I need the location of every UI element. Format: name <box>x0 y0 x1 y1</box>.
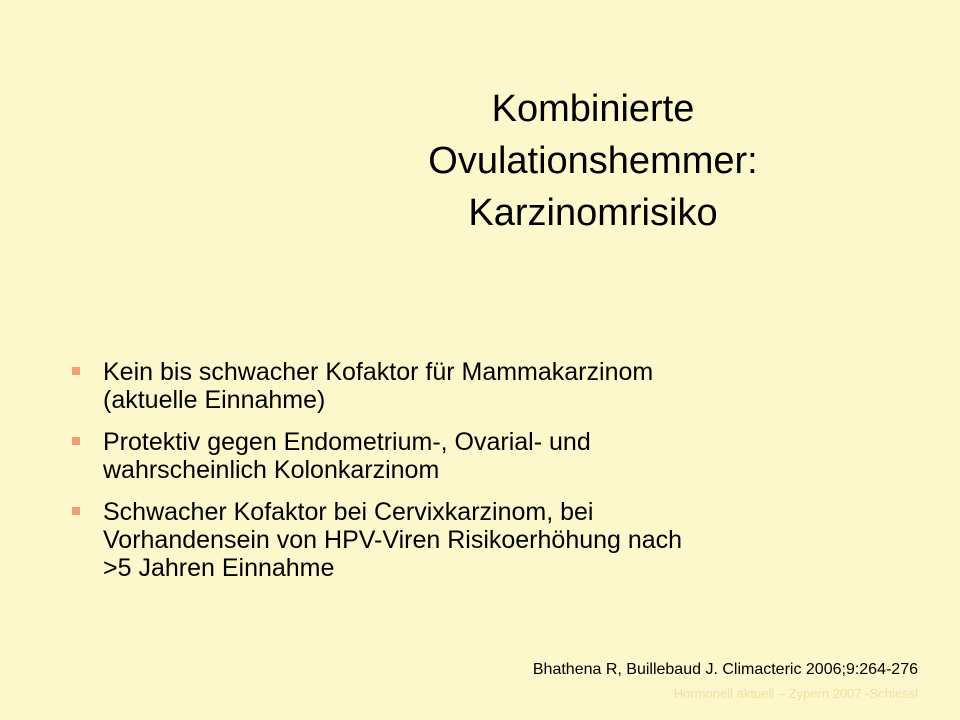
bullet-line: Vorhandensein von HPV-Viren Risikoerhöhung nach <box>103 526 683 554</box>
bullet-line: wahrscheinlich Kolonkarzinom <box>103 456 440 484</box>
title-line: Kombinierte <box>491 88 695 131</box>
bullet-line: >5 Jahren Einnahme <box>103 554 335 582</box>
citation: Bhathena R, Buillebaud J. Climacteric 2006;9:264-276 <box>532 661 918 678</box>
bullet-line: (aktuelle Einnahme) <box>103 386 326 414</box>
square-bullet-icon <box>72 367 80 375</box>
title-line: Karzinomrisiko <box>468 192 718 235</box>
slide-footer: Hormonell aktuell – Zypern 2007 -Schiessl <box>673 686 918 701</box>
bullet-line: Kein bis schwacher Kofaktor für Mammakarzinom <box>103 358 654 386</box>
bullet-list <box>72 358 872 596</box>
bullet-item <box>72 428 872 484</box>
square-bullet-icon <box>72 507 80 515</box>
bullet-item <box>72 358 872 414</box>
square-bullet-icon <box>72 437 80 445</box>
bullet-line: Schwacher Kofaktor bei Cervixkarzinom, bei <box>103 498 594 526</box>
slide-title <box>360 83 826 239</box>
bullet-item <box>72 498 872 582</box>
title-line: Ovulationshemmer: <box>428 140 758 183</box>
bullet-line: Protektiv gegen Endometrium-, Ovarial- und <box>103 428 591 456</box>
